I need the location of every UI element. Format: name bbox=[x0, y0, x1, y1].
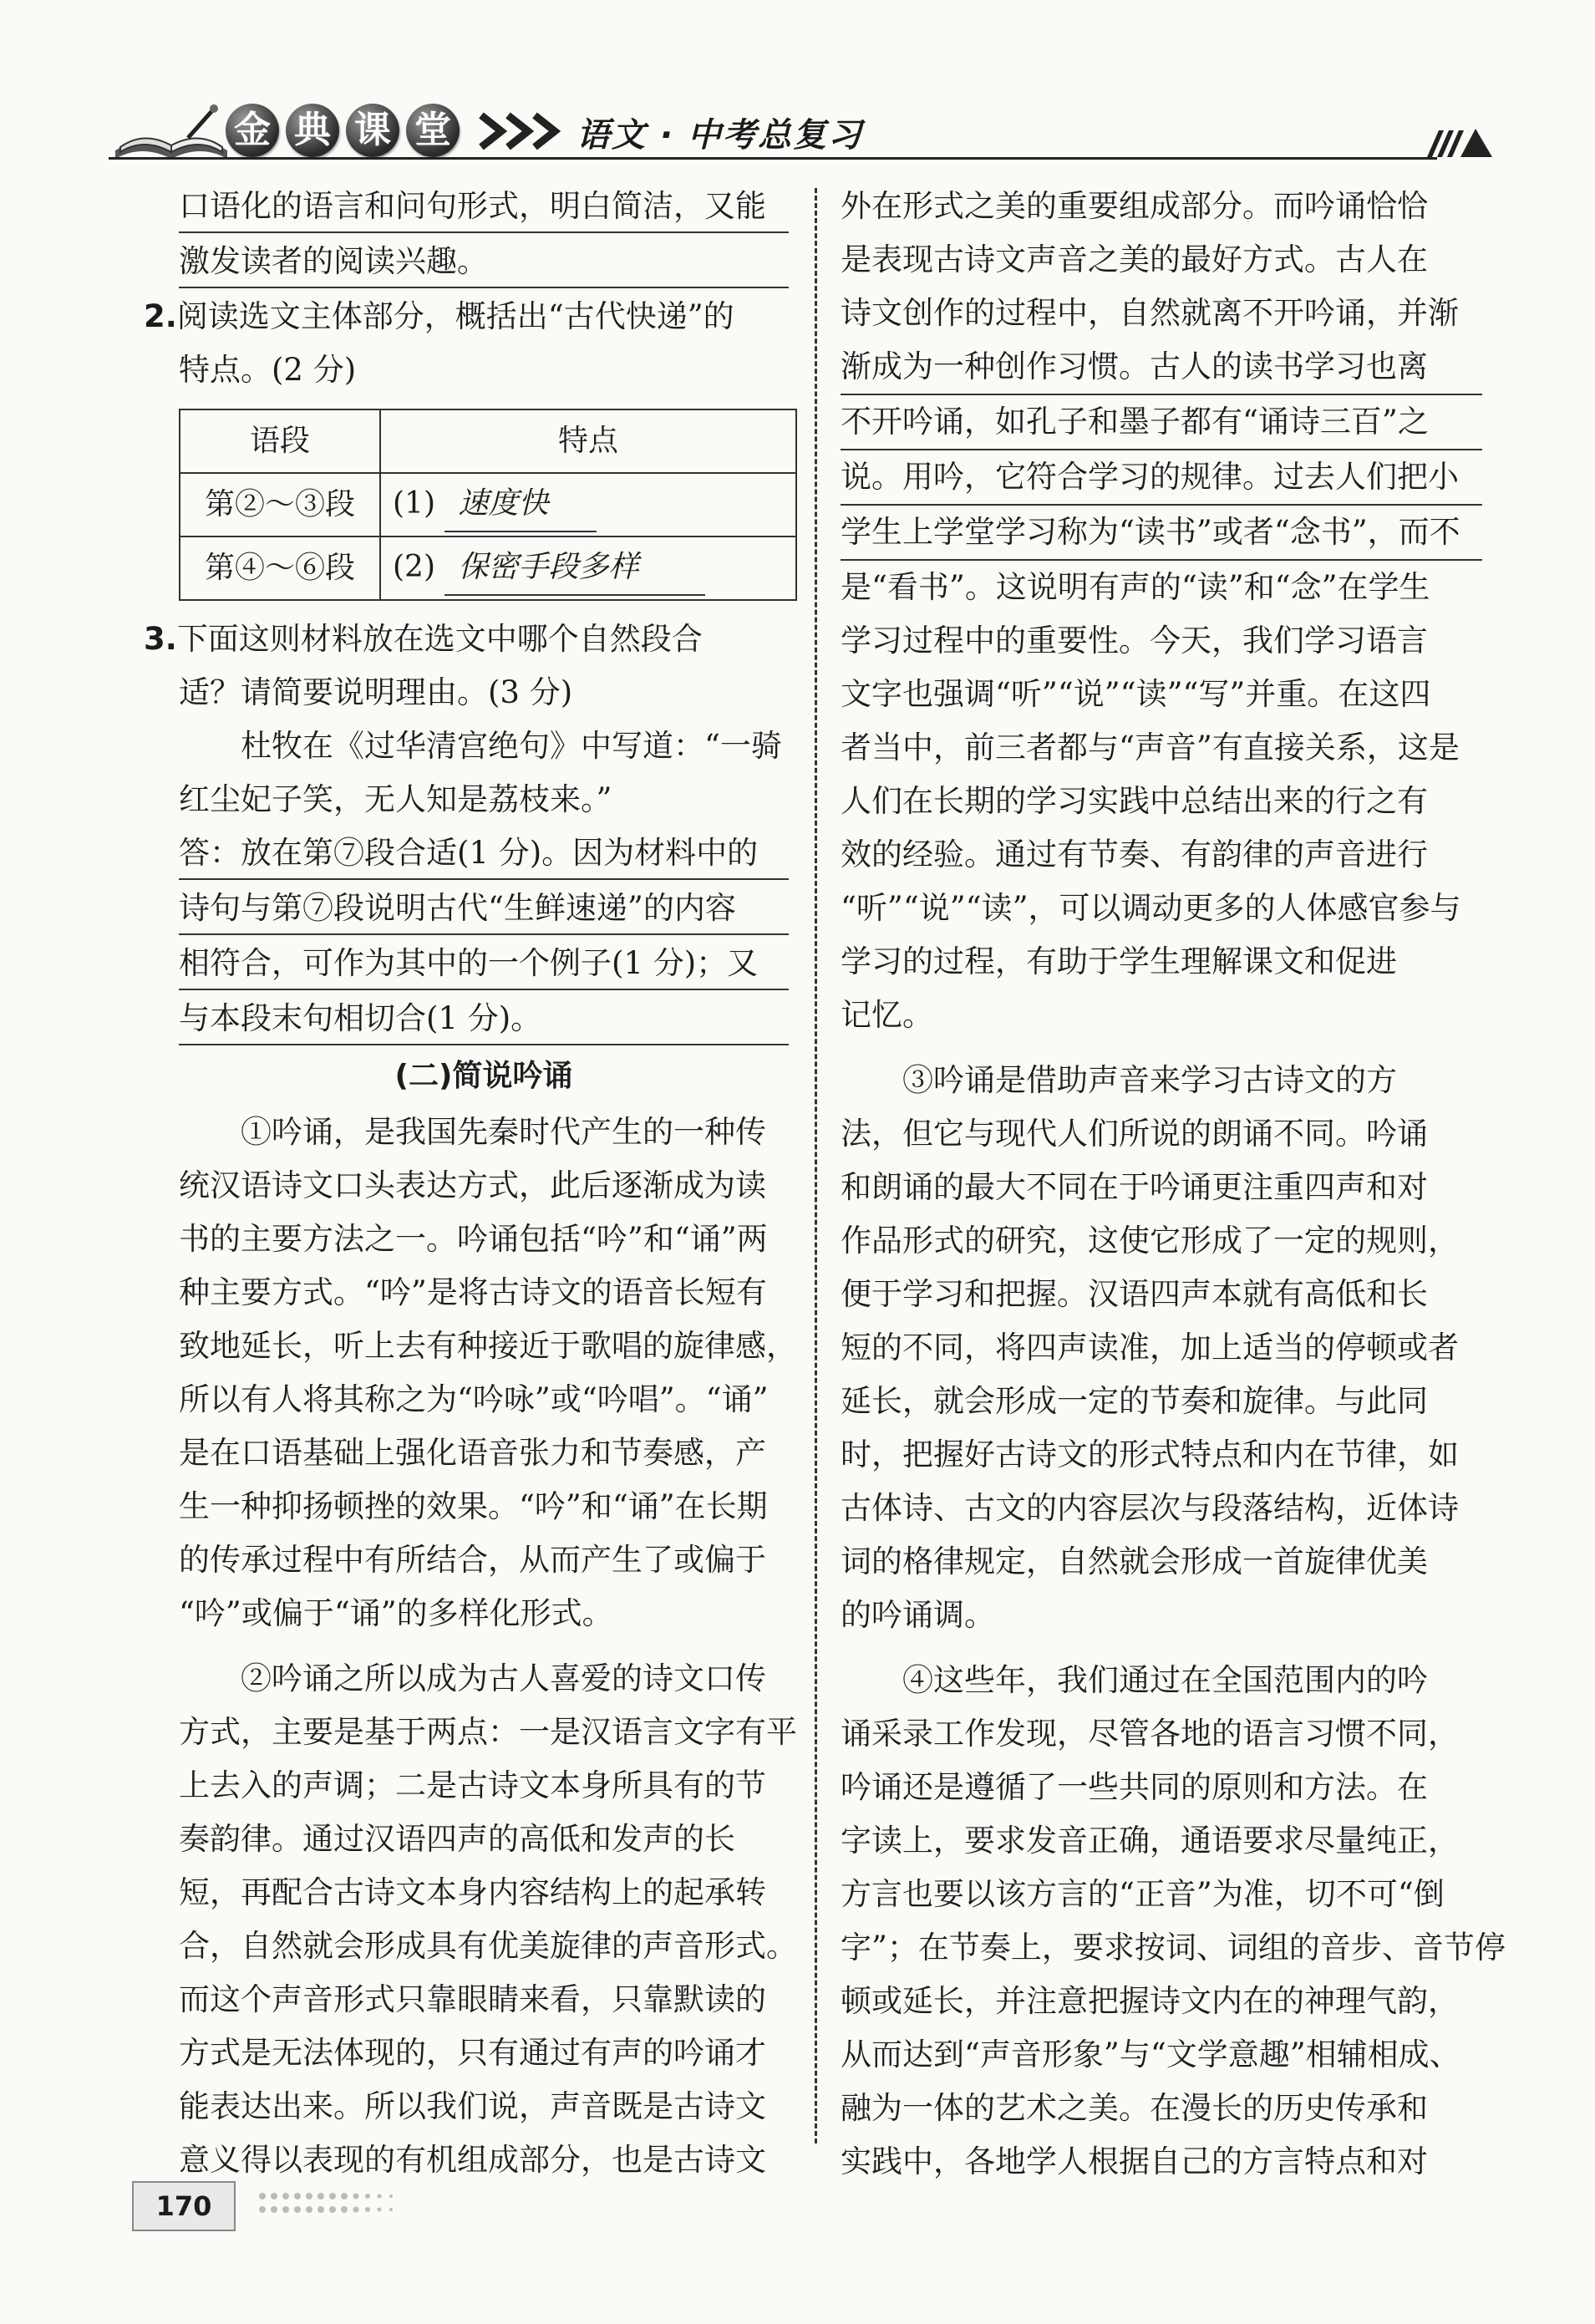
table-row bbox=[180, 473, 796, 537]
text-line: 的传承过程中有所结合，从而产生了或偏于 bbox=[179, 1542, 766, 1578]
text-line: 学习过程中的重要性。今天，我们学习语言 bbox=[841, 623, 1428, 659]
text-line: 短，再配合古诗文本身内容结构上的起承转 bbox=[179, 1874, 766, 1910]
brand-char: 课 bbox=[346, 104, 399, 157]
text-line: 合，自然就会形成具有优美旋律的声音形式。 bbox=[179, 1928, 797, 1964]
text-line: 种主要方式。“吟”是将古诗文的语音长短有 bbox=[179, 1274, 767, 1310]
text-line: 短的不同，将四声读准，加上适当的停顿或者 bbox=[841, 1330, 1459, 1365]
text-line: 上去入的声调；二是古诗文本身所具有的节 bbox=[179, 1767, 766, 1803]
text-line: ②吟诵之所以成为古人喜爱的诗文口传 bbox=[241, 1660, 766, 1696]
text-line: 词的格律规定，自然就会形成一首旋律优美 bbox=[841, 1543, 1428, 1579]
text-line: ④这些年，我们通过在全国范围内的吟 bbox=[902, 1662, 1428, 1698]
text-line: 意义得以表现的有机组成部分，也是古诗文 bbox=[179, 2142, 766, 2178]
page-header bbox=[109, 92, 1487, 175]
text-line: 是表现古诗文声音之美的最好方式。古人在 bbox=[841, 242, 1428, 277]
item-index: (1) bbox=[393, 486, 435, 521]
text-line: 字读上，要求发音正确，通语要求尽量纯正， bbox=[841, 1823, 1459, 1859]
text-line: 记忆。 bbox=[841, 997, 933, 1033]
table-header: 语段 bbox=[180, 409, 380, 473]
underlined-line: 学生上学堂学习称为“读书”或者“念书”，而不 bbox=[841, 506, 1482, 561]
text-line: 所以有人将其称之为“吟咏”或“吟唱”。“诵” bbox=[179, 1381, 769, 1417]
paragraph-4 bbox=[841, 1654, 1506, 2189]
handwritten-answer: 速度快 bbox=[444, 477, 597, 532]
question-3 bbox=[144, 613, 789, 666]
text-line: 方言也要以该方言的“正音”为准，切不可“倒 bbox=[841, 1876, 1445, 1912]
header-divider bbox=[109, 157, 1437, 160]
text-line: 生一种抑扬顿挫的效果。“吟”和“诵”在长期 bbox=[179, 1488, 768, 1524]
brand-char: 典 bbox=[286, 104, 339, 157]
text-line: 奏韵律。通过汉语四声的高低和发声的长 bbox=[179, 1821, 735, 1857]
table-cell: 第④～⑥段 bbox=[180, 537, 380, 600]
brand-title bbox=[226, 104, 460, 157]
text-line: ①吟诵，是我国先秦时代产生的一种传 bbox=[241, 1114, 766, 1150]
text-line: 延长，就会形成一定的节奏和旋律。与此同 bbox=[841, 1383, 1428, 1419]
text-line: 便于学习和把握。汉语四声本就有高低和长 bbox=[841, 1276, 1428, 1312]
text-line: 是在口语基础上强化语音张力和节奏感，产 bbox=[179, 1435, 766, 1471]
text-line: 吟诵还是遵循了一些共同的原则和方法。在 bbox=[841, 1769, 1428, 1805]
text-line: 方式是无法体现的，只有通过有声的吟诵才 bbox=[179, 2035, 766, 2071]
text-line: 致地延长，听上去有种接近于歌唱的旋律感， bbox=[179, 1328, 797, 1364]
text-line: 是“看书”。这说明有声的“读”和“念”在学生 bbox=[841, 569, 1430, 605]
item-index: (2) bbox=[393, 550, 435, 584]
decorative-dots-icon bbox=[257, 2188, 508, 2221]
paragraph-2 bbox=[179, 1652, 797, 2187]
text-line: “吟”或偏于“诵”的多样化形式。 bbox=[179, 1595, 613, 1631]
answer-line: 答：放在第⑦段合适(1 分)。因为材料中的 bbox=[179, 826, 789, 880]
text-line: 顿或延长，并注意把握诗文内在的神理气韵， bbox=[841, 1983, 1459, 2019]
text-line: 而这个声音形式只靠眼睛来看，只靠默读的 bbox=[179, 1981, 766, 2017]
table-header: 特点 bbox=[380, 409, 796, 473]
subject-title: 语文 · 中考总复习 bbox=[577, 116, 864, 155]
question-2 bbox=[144, 290, 789, 343]
text-line: ③吟诵是借助声音来学习古诗文的方 bbox=[902, 1062, 1397, 1098]
text-line: 文字也强调“听”“说”“读”“写”并重。在这四 bbox=[841, 676, 1431, 712]
double-chevron-icon bbox=[476, 110, 568, 152]
text-line: 外在形式之美的重要组成部分。而吟诵恰恰 bbox=[841, 188, 1428, 224]
question-text: 下面这则材料放在选文中哪个自然段合 bbox=[176, 621, 703, 657]
text-line: 作品形式的研究，这使它形成了一定的规则， bbox=[841, 1223, 1459, 1259]
brand-char: 堂 bbox=[406, 104, 460, 157]
underlined-line: 不开吟诵，如孔子和墨子都有“诵诗三百”之 bbox=[841, 395, 1482, 450]
text-line: 和朗诵的最大不同在于吟诵更注重四声和对 bbox=[841, 1169, 1428, 1205]
brand-char: 金 bbox=[226, 104, 279, 157]
question-number: 2. bbox=[144, 298, 177, 334]
text-line: 诗文创作的过程中，自然就离不开吟诵，并渐 bbox=[841, 295, 1459, 331]
paragraph-3 bbox=[841, 1054, 1482, 1642]
text-line: 时，把握好古诗文的形式特点和内在节律，如 bbox=[841, 1437, 1459, 1472]
answer-line: 相符合，可作为其中的一个例子(1 分)；又 bbox=[179, 937, 789, 990]
text-line: 字”；在节奏上，要求按词、词组的音步、音节停 bbox=[841, 1930, 1506, 1965]
answer-line: 口语化的语言和问句形式，明白简洁，又能 bbox=[179, 180, 789, 233]
question-number: 3. bbox=[144, 621, 177, 657]
table-cell: 第②～③段 bbox=[180, 473, 380, 537]
paragraph-2-continued bbox=[841, 180, 1482, 1042]
table-row bbox=[180, 537, 796, 600]
section-title: (二)简说吟诵 bbox=[394, 1059, 573, 1093]
text-line: 融为一体的艺术之美。在漫长的历史传承和 bbox=[841, 2090, 1428, 2126]
table-cell bbox=[380, 537, 796, 600]
text-line: 实践中，各地学人根据自己的方言特点和对 bbox=[841, 2143, 1428, 2179]
text-line: 统汉语诗文口头表达方式，此后逐渐成为读 bbox=[179, 1167, 766, 1203]
underlined-line: 说。用吟，它符合学习的规律。过去人们把小 bbox=[841, 450, 1482, 506]
paragraph-1 bbox=[179, 1106, 797, 1640]
material-text: 红尘妃子笑，无人知是荔枝来。” bbox=[179, 781, 612, 817]
table-header-row bbox=[180, 409, 796, 473]
page-number: 170 bbox=[132, 2181, 236, 2231]
text-line: 学习的过程，有助于学生理解课文和促进 bbox=[841, 943, 1397, 979]
text-line: 能表达出来。所以我们说，声音既是古诗文 bbox=[179, 2088, 766, 2124]
column-divider bbox=[815, 188, 817, 2143]
answer-line: 与本段末句相切合(1 分)。 bbox=[179, 992, 789, 1045]
question-text: 适？请简要说明理由。(3 分) bbox=[179, 674, 573, 710]
text-line: 者当中，前三者都与“声音”有直接关系，这是 bbox=[841, 730, 1460, 765]
question-text: 阅读选文主体部分，概括出“古代快递”的 bbox=[176, 298, 734, 334]
handwritten-answer: 保密手段多样 bbox=[444, 541, 705, 596]
text-line: 从而达到“声音形象”与“文学意趣”相辅相成、 bbox=[841, 2037, 1460, 2072]
right-column bbox=[841, 180, 1506, 2189]
text-line: 书的主要方法之一。吟诵包括“吟”和“诵”两 bbox=[179, 1221, 768, 1257]
question-text: 特点。(2 分) bbox=[179, 352, 357, 388]
text-line: 人们在长期的学习实践中总结出来的行之有 bbox=[841, 783, 1428, 819]
answer-line: 诗句与第⑦段说明古代“生鲜速递”的内容 bbox=[179, 882, 789, 935]
corner-stripes-icon bbox=[1427, 125, 1494, 159]
text-line: “听”“说”“读”，可以调动更多的人体感官参与 bbox=[841, 890, 1461, 926]
material-text: 杜牧在《过华清宫绝句》中写道：“一骑 bbox=[241, 728, 782, 764]
underlined-line: 渐成为一种创作习惯。古人的读书学习也离 bbox=[841, 340, 1482, 395]
text-line: 的吟诵调。 bbox=[841, 1597, 995, 1633]
text-line: 诵采录工作发现，尽管各地的语言习惯不同， bbox=[841, 1716, 1459, 1752]
table-cell bbox=[380, 473, 796, 537]
text-line: 古体诗、古文的内容层次与段落结构，近体诗 bbox=[841, 1490, 1459, 1526]
text-line: 方式，主要是基于两点：一是汉语言文字有平 bbox=[179, 1714, 797, 1750]
text-line: 法，但它与现代人们所说的朗诵不同。吟诵 bbox=[841, 1116, 1428, 1152]
text-line: 效的经验。通过有节奏、有韵律的声音进行 bbox=[841, 837, 1428, 872]
answer-line: 激发读者的阅读兴趣。 bbox=[179, 235, 789, 288]
left-column bbox=[144, 180, 797, 2187]
features-table bbox=[179, 409, 797, 601]
